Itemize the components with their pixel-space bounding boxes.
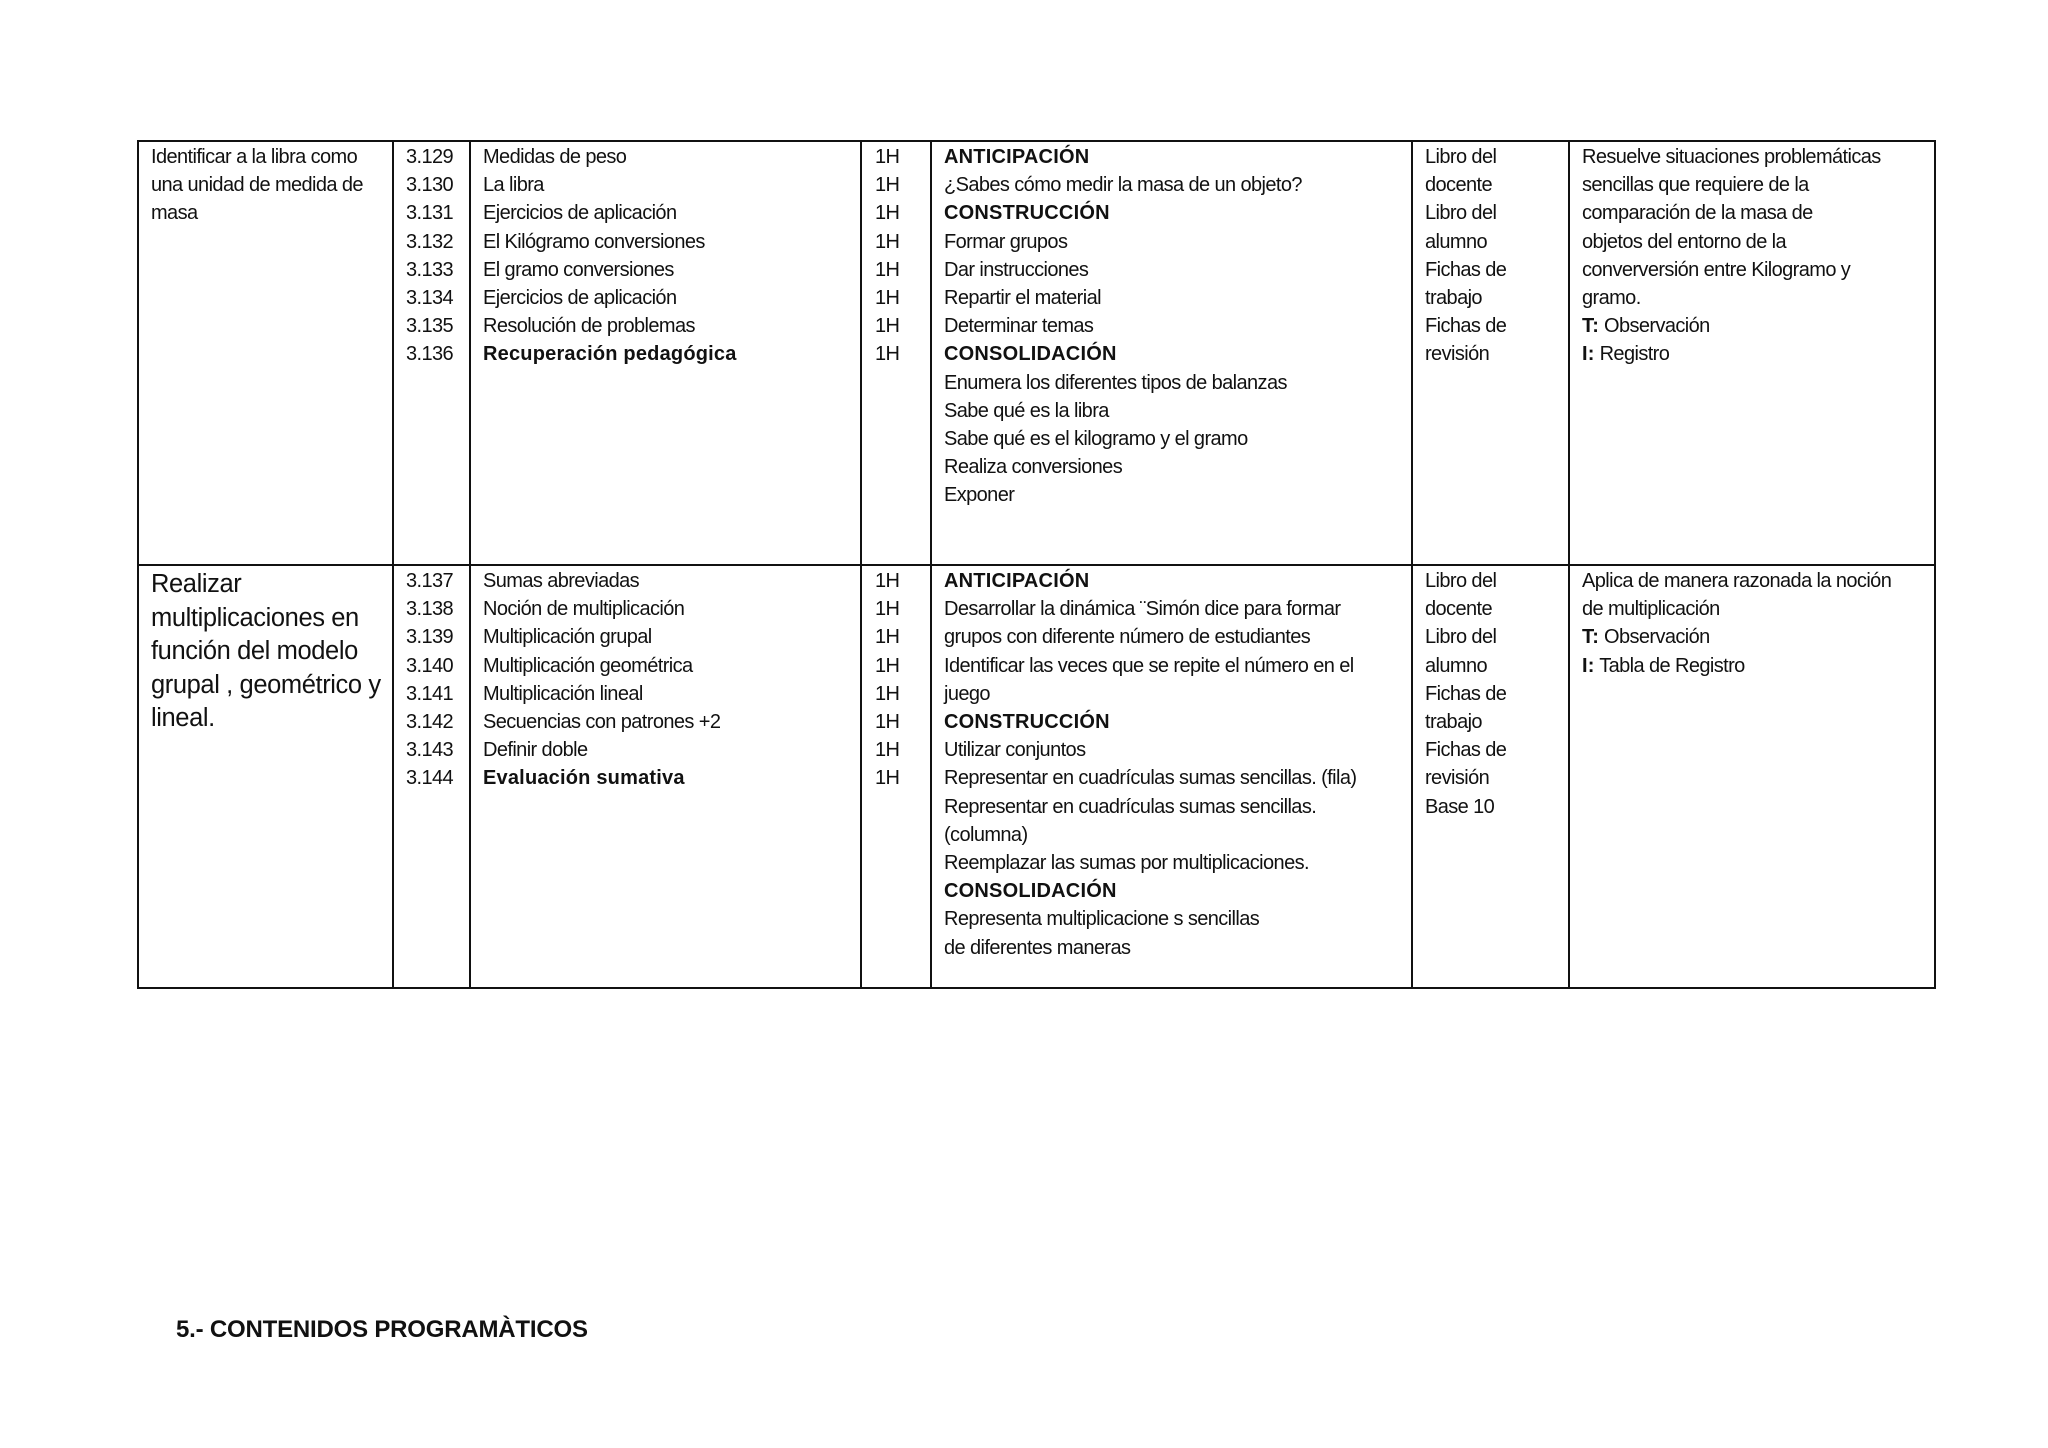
topic-line: Multiplicación grupal <box>483 626 652 649</box>
code-line: 3.143 <box>406 739 454 762</box>
hours-line: 1H <box>875 230 900 253</box>
activity-line: Identificar las veces que se repite el número en el <box>944 654 1354 677</box>
code-line: 3.142 <box>406 711 454 734</box>
phase-heading: CONSOLIDACIÓN <box>944 880 1117 903</box>
evaluation-line <box>1582 567 1928 595</box>
topic-line: Sumas abreviadas <box>483 570 640 592</box>
resource-line: docente <box>1425 174 1492 197</box>
topic-line: Ejercicios de aplicación <box>483 202 677 225</box>
evaluation-text: Resuelve situaciones problemáticas <box>1582 146 1881 168</box>
hours-line: 1H <box>875 287 900 310</box>
objective-line: multiplicaciones en <box>151 603 359 632</box>
resource-line: Libro del <box>1425 626 1497 649</box>
topics-cell <box>470 141 861 565</box>
topic-line: Medidas de peso <box>483 146 627 168</box>
topic-line: Ejercicios de aplicación <box>483 287 677 310</box>
topic-line: Noción de multiplicación <box>483 598 685 621</box>
activity-line: ¿Sabes cómo medir la masa de un objeto? <box>944 174 1302 197</box>
activity-line: Reemplazar las sumas por multiplicaciones. <box>944 852 1309 875</box>
phase-heading: CONSTRUCCIÓN <box>944 711 1110 734</box>
evaluation-text: Tabla de Registro <box>1594 654 1745 677</box>
phase-heading: CONSOLIDACIÓN <box>944 343 1117 366</box>
phase-heading: ANTICIPACIÓN <box>944 146 1090 168</box>
resource-line: Libro del <box>1425 202 1497 225</box>
objective-line: grupal , geométrico y <box>151 670 381 699</box>
evaluation-line <box>1582 652 1928 680</box>
hours-line: 1H <box>875 626 900 649</box>
resource-line: alumno <box>1425 230 1487 253</box>
evaluation-cell <box>1569 141 1935 565</box>
evaluation-text: objetos del entorno de la <box>1582 230 1787 253</box>
resource-line: docente <box>1425 598 1492 621</box>
topic-line: La libra <box>483 174 544 197</box>
topic-line: Recuperación pedagógica <box>483 343 737 366</box>
evaluation-text: gramo. <box>1582 287 1641 310</box>
hours-line: 1H <box>875 767 900 790</box>
hours-line: 1H <box>875 146 900 168</box>
code-line: 3.130 <box>406 174 454 197</box>
objective-cell <box>138 141 393 565</box>
hours-cell <box>861 141 931 565</box>
code-line: 3.140 <box>406 654 454 677</box>
topic-line: Resolución de problemas <box>483 315 695 338</box>
activity-line: Dar instrucciones <box>944 258 1089 281</box>
evaluation-label: I: <box>1582 654 1595 677</box>
code-line: 3.139 <box>406 626 454 649</box>
activity-line: juego <box>944 682 990 705</box>
evaluation-text: sencillas que requiere de la <box>1582 174 1809 197</box>
activities-cell <box>931 141 1412 565</box>
resource-line: revisión <box>1425 343 1490 366</box>
hours-line: 1H <box>875 174 900 197</box>
table-row <box>138 565 1935 988</box>
code-line: 3.141 <box>406 682 454 705</box>
evaluation-label: T: <box>1582 626 1600 649</box>
evaluation-line <box>1582 623 1928 651</box>
code-line: 3.144 <box>406 767 454 790</box>
activity-line: Representar en cuadrículas sumas sencillas. <box>944 795 1317 818</box>
topic-line: Definir doble <box>483 739 588 762</box>
hours-line: 1H <box>875 654 900 677</box>
activity-line: grupos con diferente número de estudiantes <box>944 626 1311 649</box>
section-title: 5.- CONTENIDOS PROGRAMÀTICOS <box>176 1316 588 1343</box>
resource-line: Libro del <box>1425 146 1497 168</box>
evaluation-text: Observación <box>1599 626 1710 649</box>
evaluation-line <box>1582 340 1928 368</box>
evaluation-line <box>1582 256 1928 284</box>
activity-line: Representa multiplicacione s sencillas <box>944 908 1260 931</box>
topic-line: El gramo conversiones <box>483 258 674 281</box>
evaluation-line <box>1582 171 1928 199</box>
evaluation-line <box>1582 199 1928 227</box>
resource-line: Fichas de <box>1425 315 1507 338</box>
objective-line: una unidad de medida de <box>151 174 363 197</box>
activity-line: Sabe qué es la libra <box>944 399 1109 422</box>
evaluation-line <box>1582 228 1928 256</box>
hours-line: 1H <box>875 711 900 734</box>
resource-line: Fichas de <box>1425 258 1507 281</box>
table-row <box>138 141 1935 565</box>
objective-line: función del modelo <box>151 637 358 665</box>
hours-line: 1H <box>875 739 900 762</box>
resources-cell <box>1412 565 1569 988</box>
code-line: 3.132 <box>406 230 454 253</box>
topic-line: Secuencias con patrones +2 <box>483 711 721 734</box>
evaluation-line <box>1582 595 1928 623</box>
planning-table <box>137 140 1936 989</box>
resource-line: trabajo <box>1425 711 1482 734</box>
hours-cell <box>861 565 931 988</box>
objective-line: Identificar a la libra como <box>151 146 358 168</box>
activities-cell <box>931 565 1412 988</box>
code-line: 3.136 <box>406 343 454 366</box>
evaluation-text: Registro <box>1594 343 1670 366</box>
activity-line: Repartir el material <box>944 287 1101 310</box>
resource-line: trabajo <box>1425 287 1482 310</box>
resource-line: Libro del <box>1425 570 1497 592</box>
activity-line: (columna) <box>944 823 1028 846</box>
objective-line: masa <box>151 202 198 225</box>
activity-line: Sabe qué es el kilogramo y el gramo <box>944 428 1248 451</box>
evaluation-line <box>1582 143 1928 171</box>
evaluation-line <box>1582 312 1928 340</box>
activity-line: Desarrollar la dinámica ¨Simón dice para formar <box>944 598 1341 621</box>
objective-cell <box>138 565 393 988</box>
resource-line: alumno <box>1425 654 1487 677</box>
evaluation-text: Observación <box>1599 315 1710 338</box>
hours-line: 1H <box>875 258 900 281</box>
hours-line: 1H <box>875 598 900 621</box>
evaluation-text: Aplica de manera razonada la noción <box>1582 570 1892 592</box>
code-line: 3.138 <box>406 598 454 621</box>
resource-line: Fichas de <box>1425 739 1507 762</box>
topic-line: El Kilógramo conversiones <box>483 230 705 253</box>
resource-line: Fichas de <box>1425 682 1507 705</box>
phase-heading: ANTICIPACIÓN <box>944 570 1090 592</box>
code-line: 3.137 <box>406 570 454 592</box>
objective-line: Realizar <box>151 570 242 598</box>
objective-line: lineal. <box>151 704 215 732</box>
evaluation-cell <box>1569 565 1935 988</box>
evaluation-line <box>1582 284 1928 312</box>
code-line: 3.134 <box>406 287 454 310</box>
hours-line: 1H <box>875 682 900 705</box>
activity-line: Representar en cuadrículas sumas sencillas. (fila) <box>944 767 1357 790</box>
code-line: 3.131 <box>406 202 454 225</box>
phase-heading: CONSTRUCCIÓN <box>944 202 1110 225</box>
evaluation-label: T: <box>1582 315 1600 338</box>
activity-line: Formar grupos <box>944 230 1068 253</box>
activity-line: Exponer <box>944 484 1015 507</box>
activity-line: Enumera los diferentes tipos de balanzas <box>944 371 1287 394</box>
code-line: 3.135 <box>406 315 454 338</box>
activity-line: Determinar temas <box>944 315 1094 338</box>
topic-line: Evaluación sumativa <box>483 767 685 790</box>
evaluation-label: I: <box>1582 343 1595 366</box>
hours-line: 1H <box>875 343 900 366</box>
topic-line: Multiplicación lineal <box>483 682 643 705</box>
topic-line: Multiplicación geométrica <box>483 654 693 677</box>
hours-line: 1H <box>875 315 900 338</box>
resource-line: revisión <box>1425 767 1490 790</box>
topics-cell <box>470 565 861 988</box>
resources-cell <box>1412 141 1569 565</box>
evaluation-text: converversión entre Kilogramo y <box>1582 258 1851 281</box>
code-line: 3.129 <box>406 146 454 168</box>
code-cell <box>393 565 470 988</box>
activity-line: de diferentes maneras <box>944 936 1131 959</box>
code-line: 3.133 <box>406 258 454 281</box>
resource-line: Base 10 <box>1425 795 1495 818</box>
hours-line: 1H <box>875 202 900 225</box>
activity-line: Realiza conversiones <box>944 456 1123 479</box>
hours-line: 1H <box>875 570 900 592</box>
evaluation-text: comparación de la masa de <box>1582 202 1813 225</box>
activity-line: Utilizar conjuntos <box>944 739 1086 762</box>
evaluation-text: de multiplicación <box>1582 598 1720 621</box>
code-cell <box>393 141 470 565</box>
